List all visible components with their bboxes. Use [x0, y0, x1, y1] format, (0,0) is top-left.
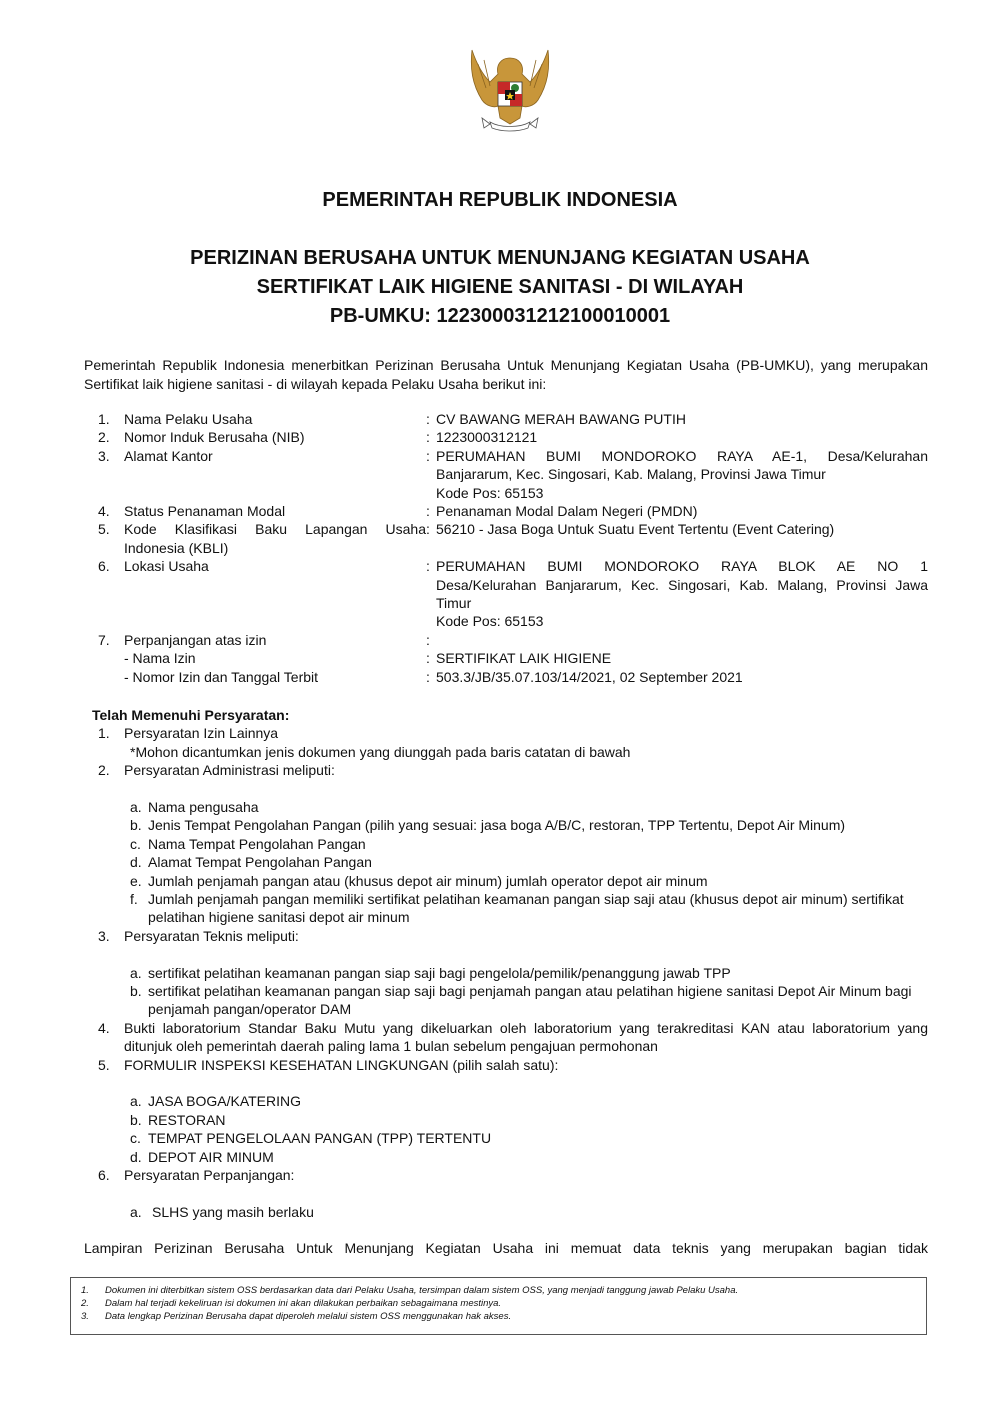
lampiran-paragraph: Lampiran Perizinan Berusaha Untuk Menunjang Kegiatan Usaha ini memuat data teknis yang merupakan bagian tidak	[84, 1240, 928, 1256]
spacer	[92, 1185, 928, 1203]
field-number: 5.	[98, 521, 110, 538]
field-label: - Nomor Izin dan Tanggal Terbit	[124, 668, 319, 685]
value-line: Desa/Kelurahan Banjararum, Kec. Singosari, Kab. Malang, Provinsi Jawa	[436, 576, 928, 593]
field-label: Lokasi Usaha	[124, 558, 209, 575]
garuda-emblem-icon	[460, 44, 560, 144]
field-colon: :	[426, 650, 430, 667]
footnote	[71, 1310, 926, 1323]
value-line: Kode Pos: 65153	[436, 484, 544, 501]
label-line: Indonesia (KBLI)	[124, 539, 229, 556]
requirement-item	[98, 1019, 928, 1056]
field-colon: :	[426, 503, 430, 520]
field-row	[98, 649, 928, 667]
field-value	[436, 410, 928, 428]
item-number: 3.	[98, 927, 110, 944]
sub-letter: c.	[130, 1130, 141, 1147]
field-number	[98, 649, 124, 667]
field-label: Perpanjangan atas izin	[124, 631, 267, 648]
sub-item	[130, 982, 928, 1019]
value-line: Timur	[436, 595, 472, 612]
spacer	[92, 1074, 928, 1092]
sub-item	[130, 1148, 928, 1166]
sub-item	[130, 835, 928, 853]
sub-letter: b.	[130, 817, 142, 834]
value-line: PERUMAHAN BUMI MONDOROKO RAYA BLOK AE NO 1	[436, 558, 928, 575]
field-row	[98, 520, 928, 557]
item-text: Persyaratan Administrasi meliputi:	[124, 762, 335, 779]
field-colon: :	[426, 668, 430, 685]
field-colon: :	[426, 411, 430, 427]
field-colon: :	[426, 521, 430, 538]
sub-text: Jenis Tempat Pengolahan Pangan (pilih yang sesuai: jasa boga A/B/C, restoran, TPP Tertentu, Depot Air Minum)	[148, 817, 846, 834]
sub-letter: a.	[130, 964, 142, 981]
spacer	[92, 780, 928, 798]
sub-letter: b.	[130, 983, 142, 1000]
sub-letter: c.	[130, 835, 141, 852]
field-number: 6.	[98, 558, 110, 575]
sub-text: SLHS yang masih berlaku	[152, 1203, 314, 1220]
field-colon: :	[426, 558, 430, 575]
field-number: 1.	[98, 411, 110, 427]
sub-item	[130, 872, 928, 890]
field-number: 7.	[98, 631, 110, 648]
sub-item	[130, 1129, 928, 1147]
footnote-number: 2.	[81, 1298, 89, 1309]
footnote	[71, 1297, 926, 1310]
sub-text: Nama pengusaha	[148, 799, 259, 816]
sub-text: sertifikat pelatihan keamanan pangan siap saji bagi pengelola/pemilik/penanggung jawab TPP	[148, 964, 731, 981]
sub-item	[130, 853, 928, 871]
sub-text: RESTORAN	[148, 1111, 226, 1128]
requirement-item	[98, 927, 928, 945]
intro-paragraph: Pemerintah Republik Indonesia menerbitkan Perizinan Berusaha Untuk Menunjang Kegiatan Usaha (PB-UMKU), yang merupakan Sertifikat laik higiene sanitasi - di wilayah kepada Pelaku Usaha berikut ini:	[84, 357, 928, 392]
footnote-number: 3.	[81, 1311, 89, 1322]
field-row	[98, 410, 928, 428]
field-row	[98, 631, 928, 649]
value-line: 56210 - Jasa Boga Untuk Suatu Event Tertentu (Event Catering)	[436, 521, 835, 538]
value-line: Banjararum, Kec. Singosari, Kab. Malang, Provinsi Jawa Timur	[436, 466, 826, 483]
item-number: 5.	[98, 1056, 110, 1073]
item-text: Persyaratan Izin Lainnya	[124, 725, 279, 742]
sub-item	[130, 890, 928, 927]
footnote	[71, 1284, 926, 1297]
item-text: Persyaratan Teknis meliputi:	[124, 927, 299, 944]
item-number: 2.	[98, 762, 110, 779]
field-label: - Nama Izin	[124, 650, 196, 667]
business-fields	[98, 410, 928, 686]
title-line-1: PERIZINAN BERUSAHA UNTUK MENUNJANG KEGIATAN USAHA	[190, 247, 810, 269]
footnote-text: Data lengkap Perizinan Berusaha dapat diperoleh melalui sistem OSS menggunakan hak akses.	[105, 1311, 512, 1322]
sub-letter: a.	[130, 1093, 142, 1110]
field-colon: :	[426, 447, 430, 464]
sub-letter: b.	[130, 1111, 142, 1128]
sub-item	[130, 816, 928, 834]
field-row	[98, 428, 928, 446]
sub-item	[130, 1203, 928, 1221]
footnote-number: 1.	[81, 1285, 89, 1296]
field-number	[98, 668, 124, 686]
requirement-item	[98, 761, 928, 779]
field-value	[436, 428, 928, 446]
sub-letter: a.	[130, 799, 142, 816]
sub-text: Nama Tempat Pengolahan Pangan	[148, 835, 366, 852]
sub-text: TEMPAT PENGELOLAAN PANGAN (TPP) TERTENTU	[148, 1130, 492, 1147]
sub-item	[130, 798, 928, 816]
field-number: 4.	[98, 503, 110, 520]
field-value	[436, 447, 928, 502]
spacer	[92, 945, 928, 963]
label-line: Kode Klasifikasi Baku Lapangan Usaha	[124, 521, 426, 538]
field-number: 3.	[98, 447, 110, 464]
field-value	[436, 668, 928, 686]
item-text: Persyaratan Perpanjangan:	[124, 1167, 295, 1184]
value-line: Kode Pos: 65153	[436, 613, 544, 630]
sub-item	[130, 964, 928, 982]
field-row	[98, 502, 928, 520]
item-text: FORMULIR INSPEKSI KESEHATAN LINGKUNGAN (pilih salah satu):	[124, 1056, 559, 1073]
sub-item	[130, 1111, 928, 1129]
value-line: 503.3/JB/35.07.103/14/2021, 02 September 2021	[436, 668, 743, 685]
value-line: CV BAWANG MERAH BAWANG PUTIH	[436, 411, 686, 427]
field-label: Nomor Induk Berusaha (NIB)	[124, 429, 305, 446]
field-value	[436, 520, 928, 557]
field-label	[124, 520, 426, 557]
sub-item	[130, 1092, 928, 1110]
field-colon: :	[426, 429, 430, 446]
requirements-section	[92, 706, 928, 1221]
value-line: 1223000312121	[436, 429, 538, 446]
sub-letter: f.	[130, 891, 138, 908]
field-label: Alamat Kantor	[124, 447, 213, 464]
footnote-text: Dokumen ini diterbitkan sistem OSS berdasarkan data dari Pelaku Usaha, tersimpan dalam sistem OSS, yang menjadi tanggung jawab Pelaku Usaha.	[105, 1285, 739, 1296]
pb-umku-number: PB-UMKU: 122300031212100010001	[329, 305, 671, 327]
sub-letter: d.	[130, 854, 142, 871]
title-line-2: SERTIFIKAT LAIK HIGIENE SANITASI - DI WILAYAH	[256, 276, 744, 298]
sub-text: JASA BOGA/KATERING	[148, 1093, 302, 1110]
item-text: Bukti laboratorium Standar Baku Mutu yang dikeluarkan oleh laboratorium yang terakreditasi KAN atau laboratorium yang ditunjuk oleh pemerintah daerah paling lama 1 bulan sebelum pengajuan permohonan	[124, 1019, 928, 1055]
footnote-text: Dalam hal terjadi kekeliruan isi dokumen ini akan dilakukan perbaikan sebagaimana mestinya.	[105, 1298, 502, 1309]
sub-text: Alamat Tempat Pengolahan Pangan	[148, 854, 372, 871]
sub-text: sertifikat pelatihan keamanan pangan siap saji bagi penjamah pangan atau pelatihan higiene sanitasi Depot Air Minum bagi penjamah pangan/operator DAM	[148, 983, 912, 1018]
requirements-heading: Telah Memenuhi Persyaratan:	[92, 707, 290, 723]
field-number: 2.	[98, 429, 110, 446]
requirement-item	[98, 1166, 928, 1184]
field-value	[436, 649, 928, 667]
sub-letter: a.	[130, 1203, 142, 1220]
requirement-item	[98, 724, 928, 742]
item-number: 4.	[98, 1019, 110, 1036]
sub-letter: e.	[130, 872, 142, 889]
field-row	[98, 668, 928, 686]
sub-text: DEPOT AIR MINUM	[148, 1148, 274, 1165]
document-title	[0, 244, 1000, 331]
field-value	[436, 557, 928, 631]
field-colon: :	[426, 631, 430, 648]
field-label: Nama Pelaku Usaha	[124, 411, 253, 427]
footnotes-box	[70, 1277, 927, 1335]
government-heading: PEMERINTAH REPUBLIK INDONESIA	[322, 189, 678, 211]
sub-letter: d.	[130, 1148, 142, 1165]
sub-text: Jumlah penjamah pangan memiliki sertifikat pelatihan keamanan pangan siap saji atau (khusus depot air minum) sertifikat pelatihan higiene sanitasi depot air minum	[148, 891, 904, 926]
value-line: PERUMAHAN BUMI MONDOROKO RAYA AE-1, Desa/Kelurahan	[436, 447, 928, 464]
field-row	[98, 447, 928, 502]
item-number: 1.	[98, 725, 110, 742]
sub-text: Jumlah penjamah pangan atau (khusus depot air minum) jumlah operator depot air minum	[148, 872, 708, 889]
field-row	[98, 557, 928, 631]
value-line: SERTIFIKAT LAIK HIGIENE	[436, 650, 612, 667]
value-line: Penanaman Modal Dalam Negeri (PMDN)	[436, 503, 698, 520]
field-label: Status Penanaman Modal	[124, 503, 286, 520]
field-value	[436, 502, 928, 520]
item-number: 6.	[98, 1167, 110, 1184]
requirement-note: *Mohon dicantumkan jenis dokumen yang diunggah pada baris catatan di bawah	[130, 743, 631, 760]
requirement-item	[98, 1056, 928, 1074]
field-value	[436, 631, 928, 649]
